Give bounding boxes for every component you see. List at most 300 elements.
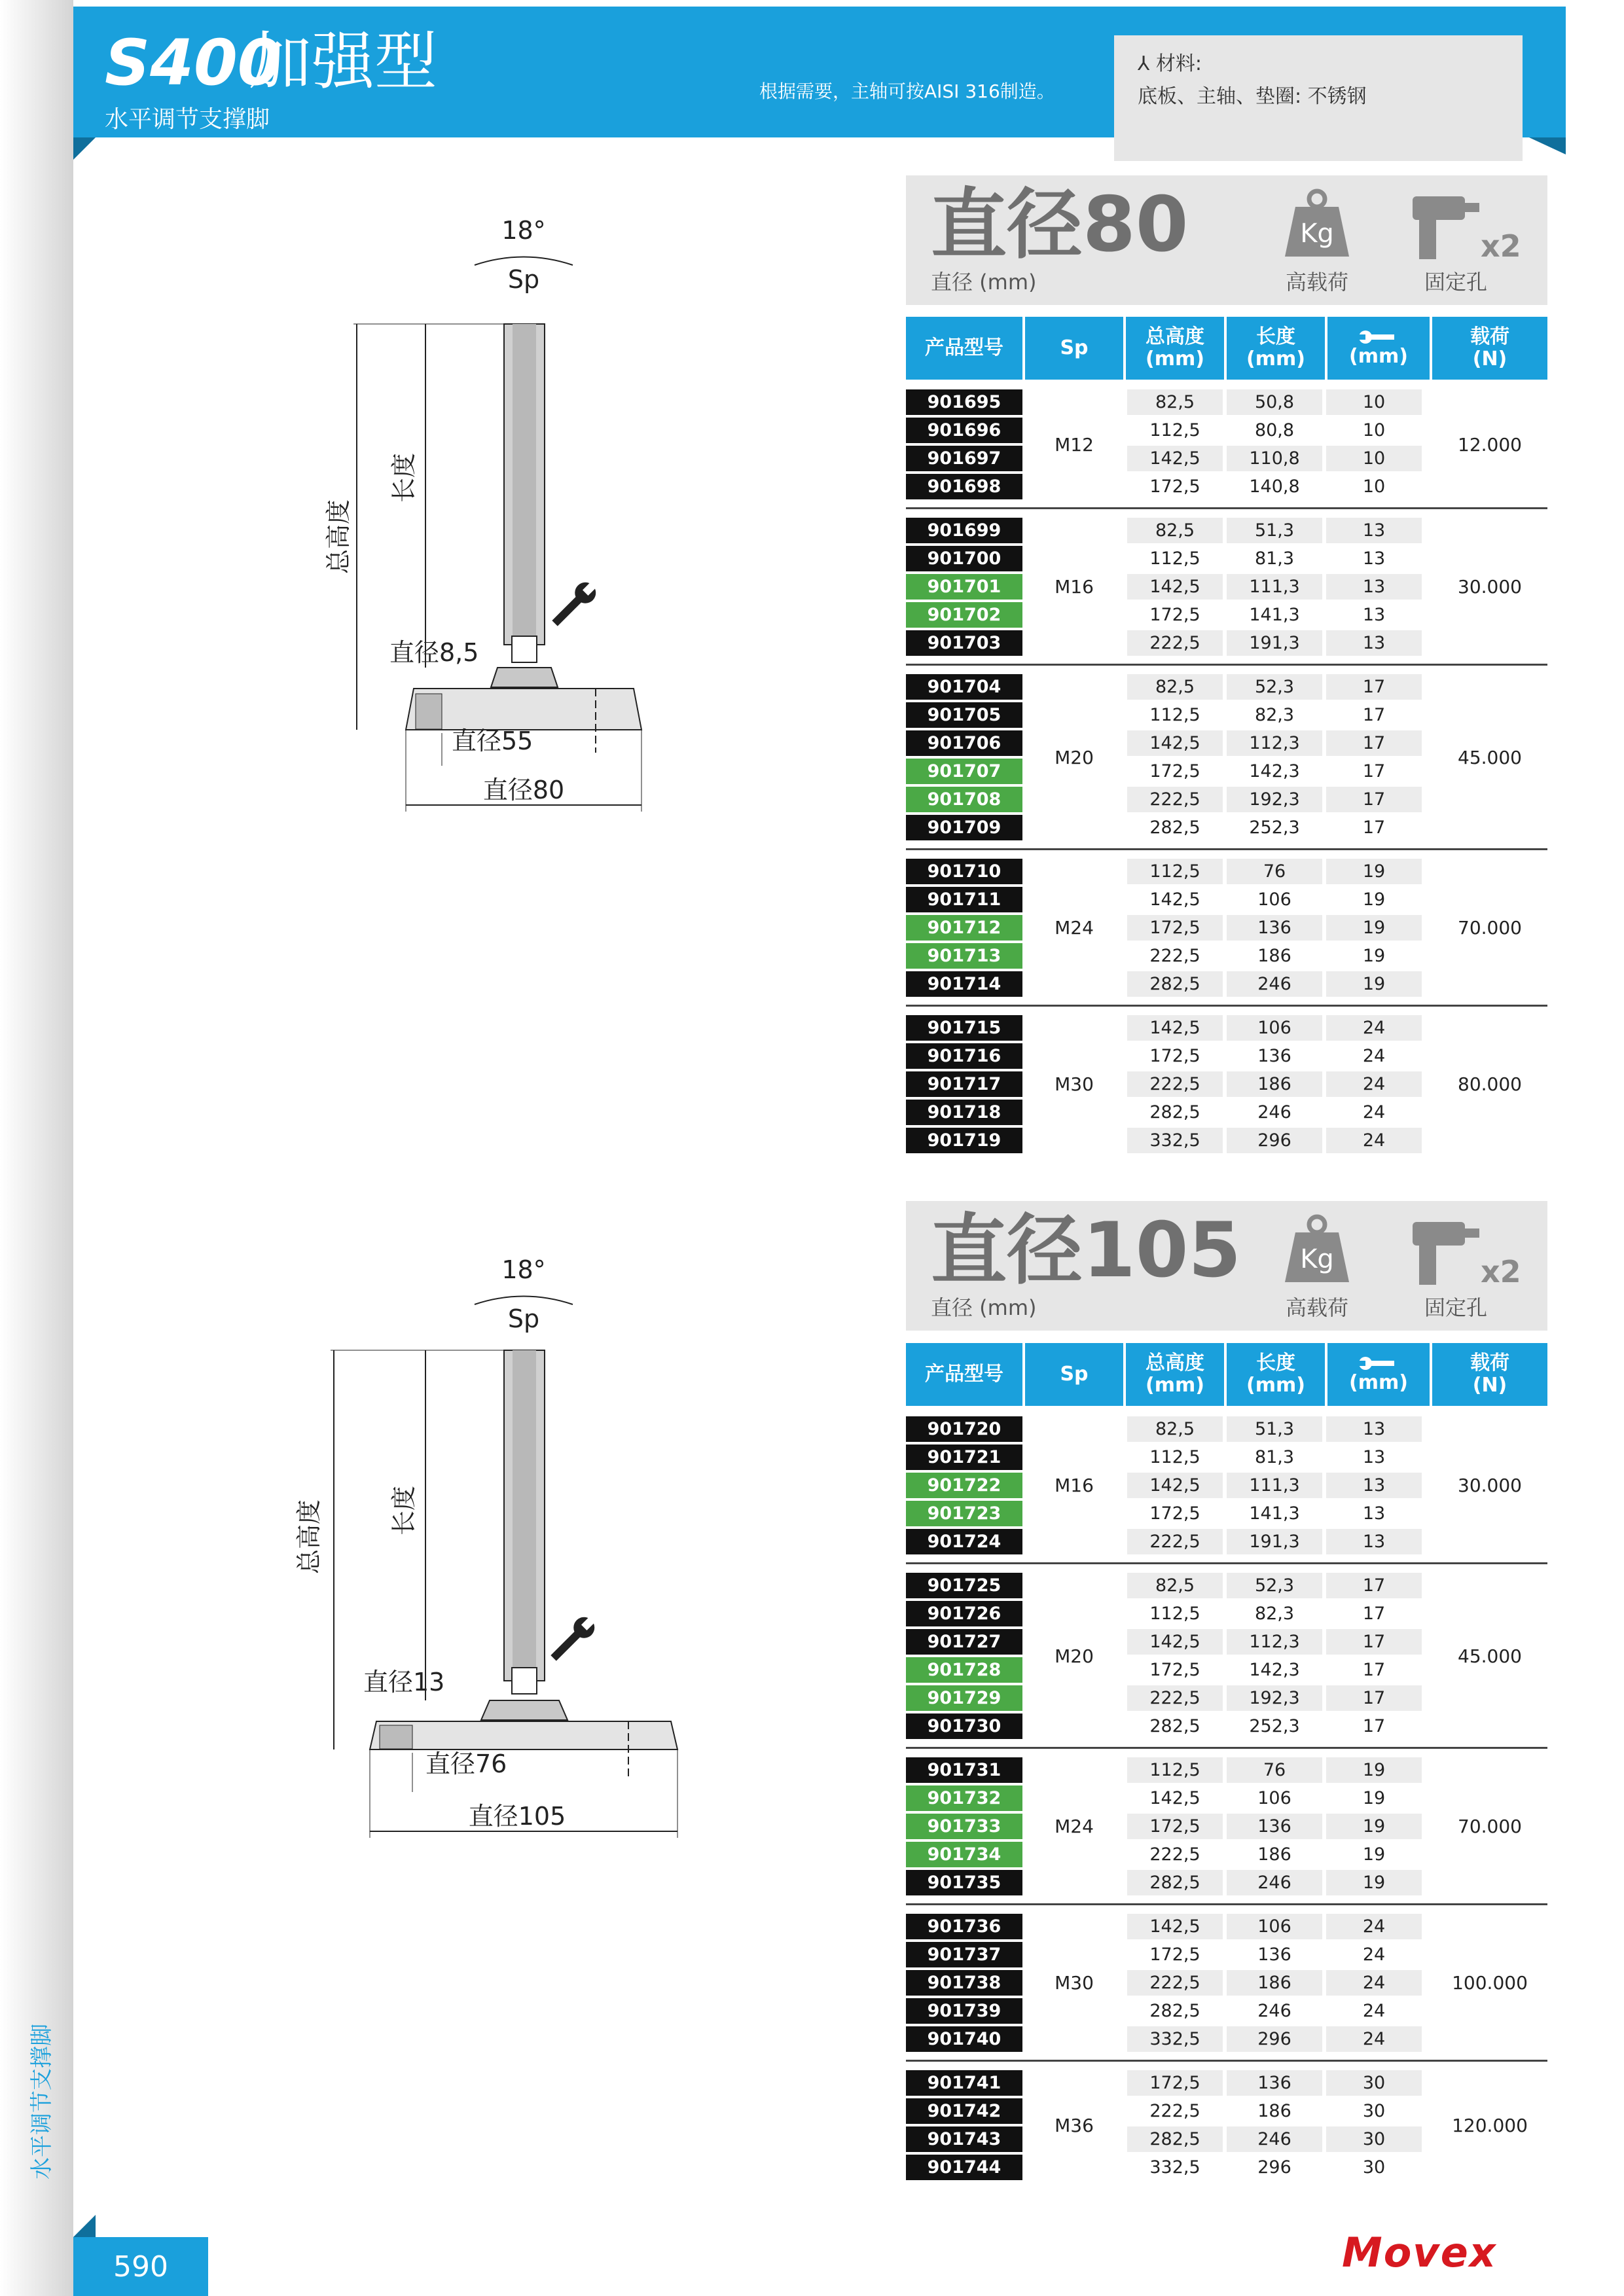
wrench-size-value: 17 [1326, 1573, 1422, 1598]
length-value: 141,3 [1249, 605, 1300, 625]
product-code[interactable]: 901732 [906, 1785, 1022, 1811]
product-code[interactable]: 901740 [906, 2026, 1022, 2052]
total-height-value: 172,5 [1149, 605, 1200, 625]
length-value: 81,3 [1254, 548, 1295, 569]
product-code[interactable]: 901705 [906, 702, 1022, 728]
product-code[interactable]: 901721 [906, 1444, 1022, 1470]
product-code[interactable]: 901701 [906, 574, 1022, 600]
length-value: 82,3 [1254, 705, 1295, 725]
material-icon: ⅄ [1138, 52, 1156, 75]
product-code[interactable]: 901726 [906, 1601, 1022, 1626]
product-code[interactable]: 901710 [906, 859, 1022, 884]
wrench-size-value: 24 [1326, 1128, 1422, 1153]
col-wrench-unit: (mm) [1349, 344, 1408, 368]
product-code[interactable]: 901695 [906, 389, 1022, 415]
wrench-size-value: 17 [1326, 674, 1422, 700]
col-length [1227, 317, 1325, 380]
wrench-size-value: 13 [1362, 548, 1386, 569]
length-value: 186 [1227, 1071, 1322, 1097]
length-value: 106 [1227, 1914, 1322, 1939]
length-value: 140,8 [1249, 476, 1300, 497]
spindle-size: M24 [1055, 917, 1094, 939]
length-value: 111,3 [1227, 574, 1322, 600]
section-105-header [906, 1201, 1547, 1331]
col-load-unit: (N) [1472, 1374, 1507, 1397]
col-height-label: 总高度 [1146, 325, 1204, 348]
header-fold [73, 137, 96, 160]
length-value: 246 [1227, 2126, 1322, 2152]
col-height-unit: (mm) [1146, 1374, 1204, 1397]
total-height-value: 282,5 [1149, 2001, 1200, 2021]
length-value: 186 [1257, 946, 1291, 966]
group-divider [906, 1005, 1547, 1007]
product-code[interactable]: 901708 [906, 787, 1022, 812]
wrench-size-value: 30 [1362, 2101, 1386, 2121]
group-divider [906, 1747, 1547, 1749]
length-value: 186 [1257, 1844, 1291, 1865]
wrench-size-value: 19 [1326, 1870, 1422, 1895]
col-height [1126, 1343, 1224, 1406]
col-sp-label: Sp [1060, 336, 1089, 359]
product-code[interactable]: 901706 [906, 730, 1022, 756]
load-label: 高载荷 [1286, 270, 1349, 295]
length-value: 192,3 [1227, 1685, 1322, 1711]
total-height-value: 172,5 [1149, 1046, 1200, 1066]
total-height-value: 112,5 [1149, 705, 1200, 725]
length-value: 136 [1257, 1046, 1291, 1066]
col-code [906, 1343, 1022, 1406]
wrench-size-value: 24 [1362, 1945, 1386, 1965]
length-value: 142,3 [1249, 1660, 1300, 1680]
col-sp-label: Sp [1060, 1362, 1089, 1386]
total-height-value: 112,5 [1149, 548, 1200, 569]
total-height-value: 82,5 [1127, 518, 1223, 543]
wrench-size-value: 13 [1326, 630, 1422, 656]
group-divider [906, 848, 1547, 850]
product-code[interactable]: 901735 [906, 1870, 1022, 1895]
total-height-value: 82,5 [1127, 1416, 1223, 1442]
wrench-size-value: 17 [1326, 1629, 1422, 1655]
spindle-size: M20 [1055, 746, 1094, 768]
weight-kg-icon [1281, 188, 1353, 260]
total-height-value: 142,5 [1127, 730, 1223, 756]
total-height-value: 172,5 [1149, 1660, 1200, 1680]
product-code[interactable]: 901733 [906, 1814, 1022, 1839]
spindle-size: M12 [1055, 433, 1094, 456]
product-code[interactable]: 901743 [906, 2126, 1022, 2152]
outer-diameter-label: 直径80 [482, 776, 565, 804]
product-code-title: S400 [105, 26, 281, 99]
total-height-value: 222,5 [1127, 787, 1223, 812]
wrench-size-value: 13 [1326, 574, 1422, 600]
product-code[interactable]: 901736 [906, 1914, 1022, 1939]
product-code[interactable]: 901699 [906, 518, 1022, 543]
total-height-value: 82,5 [1127, 1573, 1223, 1598]
wrench-size-value: 17 [1326, 787, 1422, 812]
hole-diameter-label: 直径8,5 [389, 638, 479, 667]
load-value: 100.000 [1452, 1972, 1528, 1994]
length-value: 52,3 [1227, 674, 1322, 700]
load-value: 45.000 [1458, 1645, 1522, 1667]
total-height-value: 142,5 [1127, 446, 1223, 471]
brand-logo: Movex [1342, 2229, 1497, 2276]
total-height-value: 142,5 [1127, 1914, 1223, 1939]
material-text: 底板、主轴、垫圈: 不锈钢 [1138, 85, 1367, 108]
length-label: 长度 [389, 1485, 418, 1536]
length-value: 50,8 [1227, 389, 1322, 415]
wrench-size-value: 17 [1362, 705, 1386, 725]
product-code[interactable]: 901742 [906, 2098, 1022, 2124]
total-height-value: 112,5 [1149, 420, 1200, 440]
product-code[interactable]: 901719 [906, 1128, 1022, 1153]
load-value: 80.000 [1458, 1073, 1522, 1095]
col-length-unit: (mm) [1246, 1374, 1305, 1397]
product-code[interactable]: 901698 [906, 474, 1022, 499]
col-code-label: 产品型号 [925, 336, 1003, 359]
header-note: 根据需要，主轴可按AISI 316制造。 [759, 81, 1055, 102]
total-height-value: 222,5 [1127, 1071, 1223, 1097]
wrench-size-value: 19 [1326, 971, 1422, 997]
spindle-size: M16 [1055, 576, 1094, 598]
total-height-value: 142,5 [1127, 1015, 1223, 1041]
total-height-value: 222,5 [1127, 1970, 1223, 1996]
length-value: 106 [1227, 1015, 1322, 1041]
wrench-size-value: 13 [1326, 1473, 1422, 1498]
length-value: 136 [1227, 2070, 1322, 2096]
length-value: 76 [1227, 859, 1322, 884]
product-code[interactable]: 901738 [906, 1970, 1022, 1996]
sidebar [0, 0, 73, 2296]
length-value: 112,3 [1227, 1629, 1322, 1655]
spindle-size: M20 [1055, 1645, 1094, 1667]
total-height-value: 332,5 [1127, 2026, 1223, 2052]
washer [481, 1700, 568, 1720]
product-code[interactable]: 901712 [906, 915, 1022, 941]
section-title: 直径80 [931, 181, 1189, 269]
product-code[interactable]: 901714 [906, 971, 1022, 997]
product-code[interactable]: 901700 [906, 546, 1022, 571]
product-code[interactable]: 901696 [906, 418, 1022, 443]
inner-diameter-label: 直径55 [452, 726, 533, 755]
total-height-value: 82,5 [1127, 389, 1223, 415]
col-load [1432, 317, 1547, 380]
total-height-value: 172,5 [1149, 1503, 1200, 1524]
length-value: 186 [1257, 2101, 1291, 2121]
base-plate [370, 1721, 677, 1749]
length-value: 191,3 [1227, 1529, 1322, 1554]
total-height-value: 172,5 [1127, 2070, 1223, 2096]
length-value: 106 [1257, 1788, 1291, 1808]
drawing-80 [324, 209, 668, 838]
product-code[interactable]: 901723 [906, 1501, 1022, 1526]
wrench-size-value: 17 [1326, 1685, 1422, 1711]
total-height-value: 222,5 [1127, 1685, 1223, 1711]
wrench-size-value: 17 [1362, 817, 1386, 838]
total-height-value: 112,5 [1127, 859, 1223, 884]
length-value: 51,3 [1227, 1416, 1322, 1442]
material-title [1138, 47, 1202, 76]
length-value: 252,3 [1249, 1716, 1300, 1736]
angle-label: 18° [501, 1255, 546, 1284]
col-load [1432, 1343, 1547, 1406]
length-value: 111,3 [1227, 1473, 1322, 1498]
total-height-value: 142,5 [1127, 1473, 1223, 1498]
length-value: 76 [1227, 1757, 1322, 1783]
total-height-value: 142,5 [1149, 1788, 1200, 1808]
product-code[interactable]: 901713 [906, 943, 1022, 969]
product-code[interactable]: 901728 [906, 1657, 1022, 1683]
angle-label: 18° [501, 216, 546, 245]
wrench-size-value: 13 [1362, 1503, 1386, 1524]
length-value: 246 [1227, 1870, 1322, 1895]
spindle-size: M36 [1055, 2114, 1094, 2136]
load-value: 30.000 [1458, 576, 1522, 598]
weight-icon-text: Kg [1300, 1244, 1334, 1274]
wrench-size-value: 30 [1326, 2126, 1422, 2152]
length-value: 136 [1227, 1814, 1322, 1839]
product-code[interactable]: 901707 [906, 759, 1022, 784]
angle-arc [475, 257, 573, 266]
total-height-value: 112,5 [1149, 1447, 1200, 1467]
wrench-size-value: 10 [1362, 476, 1386, 497]
col-load-label: 载荷 [1470, 325, 1509, 348]
drill-count: x2 [1481, 1254, 1521, 1289]
length-value: 81,3 [1254, 1447, 1295, 1467]
total-height-value: 222,5 [1127, 1529, 1223, 1554]
total-height-value: 282,5 [1127, 1870, 1223, 1895]
length-value: 52,3 [1227, 1573, 1322, 1598]
length-value: 136 [1227, 915, 1322, 941]
total-height-value: 112,5 [1149, 1604, 1200, 1624]
col-load-label: 载荷 [1470, 1351, 1509, 1374]
length-value: 296 [1227, 2026, 1322, 2052]
wrench-size-value: 17 [1326, 730, 1422, 756]
col-length-unit: (mm) [1246, 348, 1305, 370]
total-height-value: 282,5 [1127, 2126, 1223, 2152]
material-box [1114, 35, 1523, 161]
wrench-size-value: 13 [1362, 1447, 1386, 1467]
length-value: 246 [1257, 2001, 1291, 2021]
group-divider [906, 507, 1547, 509]
wrench-icon [1359, 1355, 1398, 1372]
wrench-size-value: 19 [1362, 889, 1386, 910]
hole-diameter-label: 直径13 [363, 1668, 445, 1696]
wrench-size-value: 13 [1362, 605, 1386, 625]
total-height-value: 172,5 [1149, 476, 1200, 497]
col-wrench [1327, 1343, 1430, 1406]
length-value: 136 [1257, 1945, 1291, 1965]
col-wrench-unit: (mm) [1349, 1371, 1408, 1394]
product-code[interactable]: 901744 [906, 2155, 1022, 2180]
group-divider [906, 664, 1547, 666]
product-code[interactable]: 901716 [906, 1043, 1022, 1069]
spindle-size: M30 [1055, 1073, 1094, 1095]
total-height-label: 总高度 [324, 499, 353, 575]
col-length-label: 长度 [1256, 325, 1295, 348]
spindle-hex [512, 636, 537, 662]
product-code[interactable]: 901724 [906, 1529, 1022, 1554]
total-height-value: 332,5 [1149, 2157, 1200, 2178]
spindle-size: M24 [1055, 1816, 1094, 1837]
total-height-value: 172,5 [1149, 1945, 1200, 1965]
drill-x2-icon [1410, 1217, 1521, 1289]
wrench-size-value: 24 [1326, 1914, 1422, 1939]
product-code[interactable]: 901734 [906, 1842, 1022, 1867]
wrench-size-value: 19 [1362, 1788, 1386, 1808]
product-code[interactable]: 901727 [906, 1629, 1022, 1655]
spindle-size: M30 [1055, 1972, 1094, 1994]
base-section-hatch [416, 694, 442, 729]
product-code[interactable]: 901737 [906, 1942, 1022, 1967]
wrench-size-value: 24 [1362, 2001, 1386, 2021]
wrench-size-value: 19 [1362, 1844, 1386, 1865]
angle-arc [475, 1297, 573, 1305]
length-value: 246 [1227, 971, 1322, 997]
group-divider [906, 1903, 1547, 1905]
total-height-value: 222,5 [1149, 2101, 1200, 2121]
section-caption: 直径 (mm) [931, 270, 1037, 295]
product-code[interactable]: 901704 [906, 674, 1022, 700]
drill-label: 固定孔 [1424, 1295, 1488, 1320]
material-title-text: 材料: [1155, 52, 1202, 75]
inner-diameter-label: 直径76 [425, 1749, 507, 1778]
col-height-unit: (mm) [1146, 348, 1204, 370]
col-length [1227, 1343, 1325, 1406]
length-value: 142,3 [1249, 761, 1300, 781]
length-value: 252,3 [1249, 817, 1300, 838]
page-subtitle: 水平调节支撑脚 [105, 106, 270, 133]
total-height-value: 222,5 [1149, 1844, 1200, 1865]
length-value: 51,3 [1227, 518, 1322, 543]
load-value: 12.000 [1458, 433, 1522, 456]
length-value: 112,3 [1227, 730, 1322, 756]
base-section-hatch [380, 1725, 412, 1749]
drill-count: x2 [1481, 228, 1521, 264]
total-height-value: 172,5 [1149, 761, 1200, 781]
total-height-value: 142,5 [1127, 574, 1223, 600]
wrench-size-value: 30 [1362, 2157, 1386, 2178]
length-label: 长度 [389, 452, 418, 503]
product-code[interactable]: 901702 [906, 602, 1022, 628]
product-code[interactable]: 901725 [906, 1573, 1022, 1598]
wrench-size-value: 19 [1326, 859, 1422, 884]
product-code[interactable]: 901729 [906, 1685, 1022, 1711]
drill-x2-icon [1410, 191, 1521, 264]
wrench-icon [1359, 329, 1398, 346]
load-value: 120.000 [1452, 2114, 1528, 2136]
product-code[interactable]: 901709 [906, 815, 1022, 840]
col-height [1126, 317, 1224, 380]
spindle-core [513, 1350, 536, 1681]
wrench-size-value: 17 [1362, 761, 1386, 781]
page-number: 590 [73, 2237, 208, 2296]
wrench-size-value: 19 [1326, 915, 1422, 941]
col-code [906, 317, 1022, 380]
wrench-size-value: 24 [1326, 1071, 1422, 1097]
wrench-size-value: 17 [1362, 1660, 1386, 1680]
total-height-value: 172,5 [1127, 1814, 1223, 1839]
length-value: 110,8 [1227, 446, 1322, 471]
spindle-core [513, 324, 536, 645]
wrench-size-value: 24 [1362, 1046, 1386, 1066]
wrench-size-value: 24 [1326, 2026, 1422, 2052]
total-height-value: 282,5 [1149, 1716, 1200, 1736]
wrench-icon [547, 576, 602, 630]
product-code[interactable]: 901697 [906, 446, 1022, 471]
outer-diameter-label: 直径105 [468, 1802, 566, 1831]
spindle-size: M16 [1055, 1475, 1094, 1496]
length-value: 246 [1257, 1102, 1291, 1122]
group-divider [906, 2060, 1547, 2062]
product-code[interactable]: 901717 [906, 1071, 1022, 1097]
sidebar-label: 水平调节支撑脚 [29, 2024, 55, 2179]
col-height-label: 总高度 [1146, 1351, 1204, 1374]
length-value: 296 [1227, 1128, 1322, 1153]
product-code[interactable]: 901741 [906, 2070, 1022, 2096]
total-height-value: 282,5 [1149, 1102, 1200, 1122]
product-code[interactable]: 901718 [906, 1100, 1022, 1125]
col-length-label: 长度 [1256, 1351, 1295, 1374]
header-fold-right [1529, 137, 1566, 154]
total-height-value: 82,5 [1127, 674, 1223, 700]
length-value: 192,3 [1227, 787, 1322, 812]
length-value: 80,8 [1254, 420, 1295, 440]
total-height-value: 282,5 [1127, 971, 1223, 997]
load-label: 高载荷 [1286, 1295, 1349, 1320]
wrench-size-value: 19 [1362, 946, 1386, 966]
length-value: 141,3 [1249, 1503, 1300, 1524]
drill-label: 固定孔 [1424, 270, 1488, 295]
wrench-size-value: 24 [1362, 1102, 1386, 1122]
product-code[interactable]: 901715 [906, 1015, 1022, 1041]
page-number-fold [73, 2215, 96, 2237]
load-value: 70.000 [1458, 917, 1522, 939]
total-height-value: 112,5 [1127, 1757, 1223, 1783]
total-height-value: 172,5 [1127, 915, 1223, 941]
weight-kg-icon [1281, 1214, 1353, 1286]
wrench-size-value: 19 [1326, 1757, 1422, 1783]
product-code[interactable]: 901703 [906, 630, 1022, 656]
total-height-label: 总高度 [295, 1499, 323, 1575]
length-value: 82,3 [1254, 1604, 1295, 1624]
length-value: 106 [1257, 889, 1291, 910]
wrench-size-value: 13 [1326, 1416, 1422, 1442]
wrench-size-value: 19 [1326, 1814, 1422, 1839]
wrench-size-value: 10 [1326, 389, 1422, 415]
col-sp [1025, 1343, 1123, 1406]
drawing-105 [288, 1249, 681, 1877]
product-code[interactable]: 901711 [906, 887, 1022, 912]
product-code[interactable]: 901730 [906, 1713, 1022, 1739]
washer [491, 668, 558, 687]
section-title: 直径105 [931, 1206, 1242, 1295]
wrench-size-value: 13 [1326, 1529, 1422, 1554]
total-height-value: 282,5 [1149, 817, 1200, 838]
spindle-hex [512, 1668, 537, 1694]
product-code[interactable]: 901720 [906, 1416, 1022, 1442]
wrench-icon [546, 1611, 600, 1665]
wrench-size-value: 24 [1326, 1970, 1422, 1996]
product-code[interactable]: 901739 [906, 1998, 1022, 2024]
wrench-size-value: 17 [1362, 1604, 1386, 1624]
wrench-size-value: 10 [1362, 420, 1386, 440]
weight-icon-text: Kg [1300, 219, 1334, 249]
length-value: 296 [1257, 2157, 1291, 2178]
product-code[interactable]: 901722 [906, 1473, 1022, 1498]
section-caption: 直径 (mm) [931, 1295, 1037, 1320]
load-value: 70.000 [1458, 1816, 1522, 1837]
product-code[interactable]: 901731 [906, 1757, 1022, 1783]
